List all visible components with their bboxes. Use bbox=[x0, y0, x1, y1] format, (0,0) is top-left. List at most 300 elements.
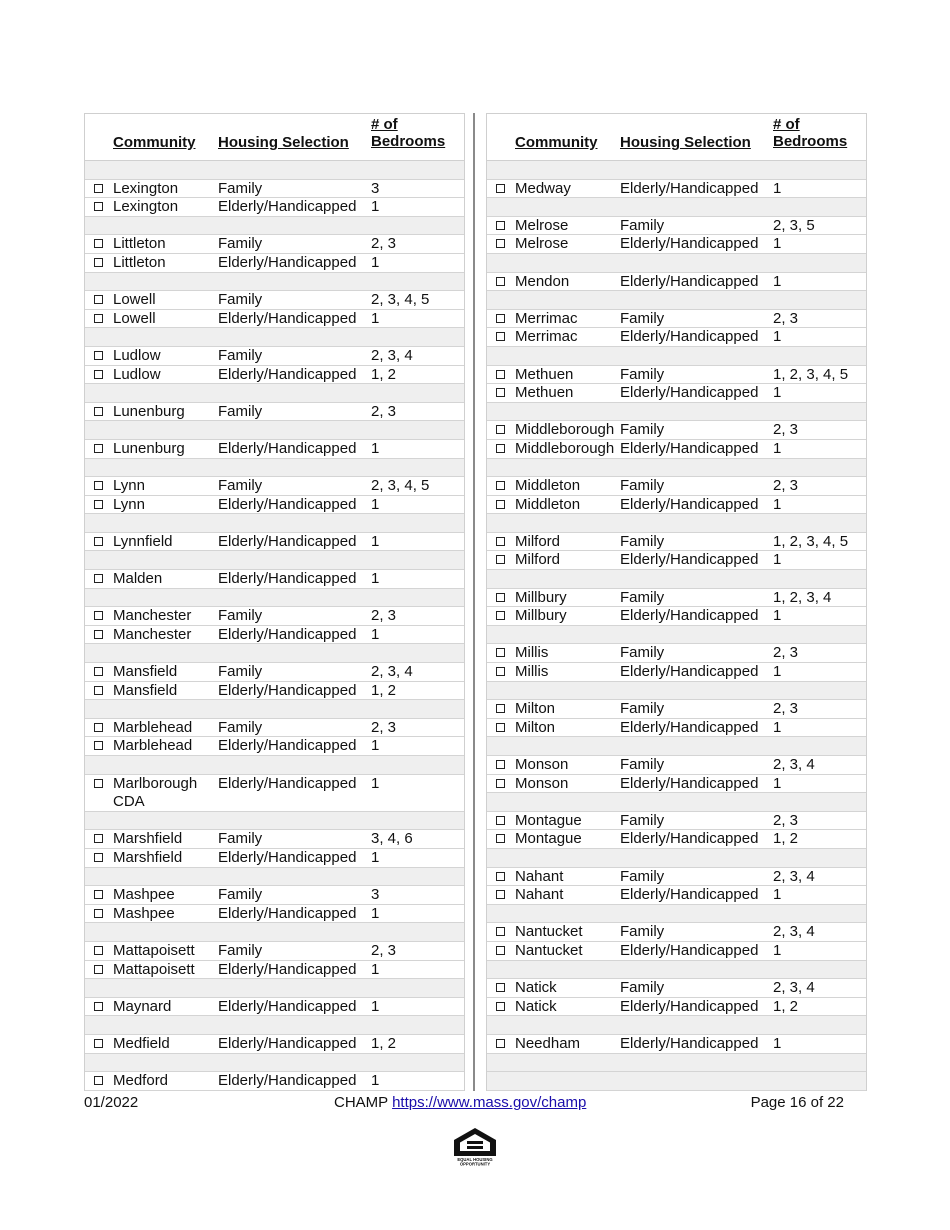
table-row bbox=[487, 384, 866, 403]
checkbox[interactable] bbox=[94, 946, 103, 955]
table-row bbox=[487, 775, 866, 794]
bedroom-count: 1 bbox=[773, 272, 782, 290]
bedroom-count: 1 bbox=[371, 737, 380, 755]
bedroom-count: 1 bbox=[371, 625, 380, 643]
bedroom-count: 2, 3 bbox=[773, 700, 799, 718]
table-row bbox=[85, 310, 464, 329]
housing-selection-header: Housing Selection bbox=[218, 134, 349, 151]
community-name: Lynnfield bbox=[113, 532, 173, 550]
housing-selection: Elderly/Handicapped bbox=[620, 886, 759, 904]
community-name: Marblehead bbox=[113, 737, 193, 755]
housing-selection: Family bbox=[218, 663, 263, 681]
checkbox[interactable] bbox=[496, 425, 505, 434]
community-name: Merrimac bbox=[515, 309, 578, 327]
spacer-row bbox=[85, 161, 464, 180]
table-row bbox=[487, 273, 866, 292]
table-row bbox=[85, 886, 464, 905]
bedroom-count: 3 bbox=[371, 179, 380, 197]
checkbox[interactable] bbox=[496, 872, 505, 881]
housing-selection: Elderly/Handicapped bbox=[218, 848, 357, 866]
community-name: Middleton bbox=[515, 477, 581, 495]
bedroom-count: 1, 2 bbox=[371, 365, 397, 383]
checkbox[interactable] bbox=[496, 481, 505, 490]
checkbox[interactable] bbox=[496, 704, 505, 713]
community-header: Community bbox=[113, 134, 196, 151]
bedroom-count: 1 bbox=[773, 941, 782, 959]
spacer-row bbox=[85, 328, 464, 347]
checkbox[interactable] bbox=[496, 221, 505, 230]
housing-selection: Family bbox=[218, 941, 263, 959]
bedroom-count: 2, 3 bbox=[371, 607, 397, 625]
spacer-row bbox=[487, 403, 866, 422]
checkbox[interactable] bbox=[94, 723, 103, 732]
checkbox[interactable] bbox=[496, 779, 505, 788]
table-row bbox=[85, 775, 464, 812]
checkbox[interactable] bbox=[496, 388, 505, 397]
spacer-row bbox=[85, 589, 464, 608]
community-name: Millbury bbox=[515, 588, 567, 606]
bedroom-count: 1 bbox=[773, 384, 782, 402]
community-name: Marshfield bbox=[113, 830, 183, 848]
community-name: Mattapoisett bbox=[113, 941, 195, 959]
bedroom-count: 1 bbox=[371, 439, 380, 457]
housing-selection-header: Housing Selection bbox=[620, 134, 751, 151]
housing-selection: Family bbox=[620, 867, 665, 885]
spacer-row bbox=[85, 1016, 464, 1035]
svg-text:EQUAL HOUSING: EQUAL HOUSING bbox=[457, 1157, 493, 1162]
table-row bbox=[85, 998, 464, 1017]
table-row bbox=[85, 477, 464, 496]
left-table bbox=[84, 113, 465, 1091]
community-header: Community bbox=[515, 134, 598, 151]
housing-selection: Family bbox=[620, 700, 665, 718]
spacer-row bbox=[85, 459, 464, 478]
housing-selection: Family bbox=[620, 309, 665, 327]
table-row bbox=[85, 366, 464, 385]
checkbox[interactable] bbox=[94, 667, 103, 676]
spacer-row bbox=[85, 421, 464, 440]
housing-selection: Family bbox=[218, 235, 263, 253]
right-table bbox=[486, 113, 867, 1091]
checkbox[interactable] bbox=[496, 611, 505, 620]
housing-selection: Elderly/Handicapped bbox=[620, 830, 759, 848]
bedrooms-header: # of Bedrooms bbox=[371, 116, 446, 150]
checkbox[interactable] bbox=[496, 723, 505, 732]
bedroom-count: 1 bbox=[773, 1034, 782, 1052]
checkbox[interactable] bbox=[496, 314, 505, 323]
community-name: Medford bbox=[113, 1072, 169, 1090]
checkbox[interactable] bbox=[94, 574, 103, 583]
spacer-row bbox=[487, 961, 866, 980]
housing-selection: Elderly/Handicapped bbox=[620, 551, 759, 569]
table-row bbox=[85, 198, 464, 217]
housing-selection: Elderly/Handicapped bbox=[218, 570, 357, 588]
table-header bbox=[487, 114, 866, 161]
community-name: Montague bbox=[515, 811, 582, 829]
table-row bbox=[487, 366, 866, 385]
housing-selection: Elderly/Handicapped bbox=[218, 532, 357, 550]
community-name: Medfield bbox=[113, 1034, 170, 1052]
spacer-row bbox=[487, 459, 866, 478]
checkbox[interactable] bbox=[94, 537, 103, 546]
spacer-row bbox=[85, 644, 464, 663]
spacer-row bbox=[85, 273, 464, 292]
housing-selection: Family bbox=[218, 830, 263, 848]
spacer-row bbox=[85, 1054, 464, 1073]
checkbox[interactable] bbox=[94, 890, 103, 899]
bedroom-count: 1 bbox=[773, 718, 782, 736]
bedroom-count: 3, 4, 6 bbox=[371, 830, 413, 848]
spacer-row bbox=[85, 868, 464, 887]
housing-selection: Family bbox=[620, 477, 665, 495]
table-row bbox=[487, 440, 866, 459]
checkbox[interactable] bbox=[94, 314, 103, 323]
community-name: Monson bbox=[515, 774, 569, 792]
community-name: Merrimac bbox=[515, 328, 578, 346]
community-name: Nantucket bbox=[515, 923, 583, 941]
checkbox[interactable] bbox=[94, 630, 103, 639]
checkbox[interactable] bbox=[94, 184, 103, 193]
checkbox[interactable] bbox=[496, 1002, 505, 1011]
bedroom-count: 1, 2, 3, 4, 5 bbox=[773, 365, 849, 383]
table-row bbox=[85, 719, 464, 738]
community-name: Nahant bbox=[515, 886, 564, 904]
housing-selection: Elderly/Handicapped bbox=[620, 663, 759, 681]
housing-selection: Elderly/Handicapped bbox=[218, 1034, 357, 1052]
housing-selection: Elderly/Handicapped bbox=[218, 904, 357, 922]
table-row bbox=[487, 886, 866, 905]
housing-selection: Family bbox=[218, 346, 263, 364]
housing-selection: Elderly/Handicapped bbox=[620, 179, 759, 197]
bedroom-count: 1 bbox=[371, 904, 380, 922]
bedroom-count: 2, 3 bbox=[371, 235, 397, 253]
table-row bbox=[487, 477, 866, 496]
checkbox[interactable] bbox=[496, 816, 505, 825]
footer-date: 01/2022 bbox=[84, 1094, 139, 1111]
housing-selection: Family bbox=[620, 811, 665, 829]
table-row bbox=[85, 1035, 464, 1054]
checkbox[interactable] bbox=[94, 370, 103, 379]
checkbox[interactable] bbox=[496, 555, 505, 564]
housing-selection: Family bbox=[218, 886, 263, 904]
table-row bbox=[85, 737, 464, 756]
spacer-row bbox=[85, 700, 464, 719]
housing-selection: Elderly/Handicapped bbox=[218, 960, 357, 978]
bedroom-count: 2, 3 bbox=[773, 811, 799, 829]
checkbox[interactable] bbox=[94, 853, 103, 862]
community-name: Methuen bbox=[515, 365, 574, 383]
community-name: Lexington bbox=[113, 198, 179, 216]
checkbox[interactable] bbox=[94, 295, 103, 304]
table-row bbox=[85, 1072, 464, 1091]
checkbox[interactable] bbox=[94, 481, 103, 490]
table-row bbox=[487, 756, 866, 775]
spacer-row bbox=[85, 514, 464, 533]
spacer-row bbox=[85, 979, 464, 998]
spacer-row bbox=[487, 737, 866, 756]
housing-selection: Family bbox=[620, 756, 665, 773]
table-row bbox=[487, 644, 866, 663]
checkbox[interactable] bbox=[94, 258, 103, 267]
bedroom-count: 2, 3, 5 bbox=[773, 216, 815, 234]
bedroom-count: 1 bbox=[371, 774, 380, 792]
table-row bbox=[487, 923, 866, 942]
equal-housing-opportunity-icon bbox=[451, 1126, 499, 1166]
spacer-row bbox=[487, 254, 866, 273]
spacer-row bbox=[487, 905, 866, 924]
table-row bbox=[487, 998, 866, 1017]
table-row bbox=[85, 905, 464, 924]
champ-link[interactable]: https://www.mass.gov/champ bbox=[392, 1094, 587, 1111]
spacer-row bbox=[85, 217, 464, 236]
checkbox[interactable] bbox=[496, 667, 505, 676]
community-name: Mashpee bbox=[113, 904, 175, 922]
community-name: Natick bbox=[515, 979, 557, 997]
spacer-row bbox=[487, 198, 866, 217]
spacer-row bbox=[85, 812, 464, 831]
community-name: Methuen bbox=[515, 384, 574, 402]
community-name: Mattapoisett bbox=[113, 960, 195, 978]
bedroom-count: 1 bbox=[371, 1072, 380, 1090]
table-row bbox=[487, 979, 866, 998]
community-name: Middleton bbox=[515, 495, 581, 513]
bedroom-count: 1, 2, 3, 4, 5 bbox=[773, 532, 849, 550]
housing-selection: Family bbox=[218, 291, 263, 309]
checkbox[interactable] bbox=[496, 834, 505, 843]
checkbox[interactable] bbox=[94, 686, 103, 695]
community-name: Montague bbox=[515, 830, 582, 848]
bedroom-count: 1 bbox=[773, 179, 782, 197]
spacer-row bbox=[487, 570, 866, 589]
table-row bbox=[85, 403, 464, 422]
spacer-row bbox=[487, 514, 866, 533]
table-row bbox=[487, 496, 866, 515]
table-row bbox=[85, 830, 464, 849]
community-name: Lowell bbox=[113, 309, 156, 327]
checkbox[interactable] bbox=[94, 741, 103, 750]
table-row bbox=[85, 347, 464, 366]
table-row bbox=[487, 700, 866, 719]
spacer-row bbox=[85, 923, 464, 942]
bedroom-count: 2, 3 bbox=[773, 644, 799, 662]
community-name: Melrose bbox=[515, 216, 569, 234]
left-rows bbox=[85, 161, 464, 1091]
housing-selection: Elderly/Handicapped bbox=[620, 997, 759, 1015]
checkbox[interactable] bbox=[94, 407, 103, 416]
checkbox[interactable] bbox=[496, 648, 505, 657]
table-row bbox=[487, 607, 866, 626]
spacer-row bbox=[85, 756, 464, 775]
housing-selection: Family bbox=[620, 365, 665, 383]
table-row bbox=[487, 180, 866, 199]
checkbox[interactable] bbox=[94, 779, 103, 788]
footer-page-number: Page 16 of 22 bbox=[750, 1094, 844, 1111]
housing-selection: Family bbox=[620, 588, 665, 606]
checkbox[interactable] bbox=[94, 834, 103, 843]
housing-selection: Elderly/Handicapped bbox=[218, 365, 357, 383]
bedroom-count: 1 bbox=[371, 960, 380, 978]
bedroom-count: 2, 3, 4 bbox=[371, 346, 413, 364]
community-name: Millis bbox=[515, 663, 549, 681]
community-name: Mansfield bbox=[113, 663, 178, 681]
table-row bbox=[487, 328, 866, 347]
housing-selection: Family bbox=[620, 532, 665, 550]
checkbox[interactable] bbox=[94, 1076, 103, 1085]
community-name: Millis bbox=[515, 644, 549, 662]
housing-selection: Family bbox=[218, 477, 263, 495]
bedroom-count: 2, 3, 4 bbox=[773, 979, 815, 997]
bedroom-count: 1 bbox=[371, 848, 380, 866]
table-row bbox=[85, 533, 464, 552]
table-header bbox=[85, 114, 464, 161]
table-row bbox=[85, 235, 464, 254]
community-name: Littleton bbox=[113, 253, 166, 271]
bedroom-count: 1 bbox=[371, 198, 380, 216]
community-name: Nantucket bbox=[515, 941, 583, 959]
checkbox[interactable] bbox=[496, 983, 505, 992]
community-name: Milton bbox=[515, 700, 556, 718]
checkbox[interactable] bbox=[94, 444, 103, 453]
table-row bbox=[85, 607, 464, 626]
community-name: Lynn bbox=[113, 477, 145, 495]
community-name: Milford bbox=[515, 532, 561, 550]
community-name: Manchester bbox=[113, 625, 192, 643]
checkbox[interactable] bbox=[496, 927, 505, 936]
bedroom-count: 2, 3, 4 bbox=[773, 867, 815, 885]
bedroom-count: 1 bbox=[773, 328, 782, 346]
bedroom-count: 1 bbox=[773, 551, 782, 569]
checkbox[interactable] bbox=[496, 593, 505, 602]
housing-selection: Elderly/Handicapped bbox=[218, 309, 357, 327]
checkbox[interactable] bbox=[496, 946, 505, 955]
bedroom-count: 1 bbox=[371, 997, 380, 1015]
bedroom-count: 2, 3, 4 bbox=[773, 923, 815, 941]
checkbox[interactable] bbox=[94, 965, 103, 974]
spacer-row bbox=[487, 1016, 866, 1035]
bedroom-count: 2, 3 bbox=[773, 309, 799, 327]
checkbox[interactable] bbox=[94, 611, 103, 620]
spacer-row bbox=[487, 291, 866, 310]
checkbox[interactable] bbox=[496, 184, 505, 193]
bedroom-count: 1, 2 bbox=[371, 1034, 397, 1052]
table-row bbox=[487, 830, 866, 849]
bedroom-count: 2, 3, 4 bbox=[773, 756, 815, 773]
bedroom-count: 1 bbox=[371, 570, 380, 588]
table-row bbox=[85, 496, 464, 515]
bedroom-count: 1 bbox=[371, 309, 380, 327]
table-row bbox=[85, 626, 464, 645]
table-row bbox=[487, 310, 866, 329]
housing-selection: Elderly/Handicapped bbox=[218, 495, 357, 513]
spacer-row bbox=[487, 161, 866, 180]
bedroom-count: 1 bbox=[773, 774, 782, 792]
housing-selection: Elderly/Handicapped bbox=[620, 718, 759, 736]
community-name: Lowell bbox=[113, 291, 156, 309]
community-name: Mendon bbox=[515, 272, 570, 290]
bedrooms-header: # of Bedrooms bbox=[773, 116, 848, 150]
bedroom-count: 2, 3, 4 bbox=[371, 663, 413, 681]
table-row bbox=[85, 849, 464, 868]
community-name: Melrose bbox=[515, 235, 569, 253]
bedroom-count: 1 bbox=[371, 532, 380, 550]
housing-selection: Elderly/Handicapped bbox=[218, 737, 357, 755]
table-row bbox=[85, 961, 464, 980]
housing-selection: Elderly/Handicapped bbox=[620, 495, 759, 513]
table-row bbox=[487, 1035, 866, 1054]
checkbox[interactable] bbox=[94, 909, 103, 918]
checkbox[interactable] bbox=[496, 444, 505, 453]
housing-selection: Elderly/Handicapped bbox=[218, 439, 357, 457]
bedroom-count: 2, 3, 4, 5 bbox=[371, 477, 430, 495]
community-name: Middleborough bbox=[515, 439, 615, 457]
checkbox[interactable] bbox=[496, 1039, 505, 1048]
checkbox[interactable] bbox=[94, 500, 103, 509]
community-name: Marblehead bbox=[113, 718, 193, 736]
checkbox[interactable] bbox=[496, 277, 505, 286]
bedroom-count: 3 bbox=[371, 886, 380, 904]
housing-selection: Elderly/Handicapped bbox=[218, 1072, 357, 1090]
checkbox[interactable] bbox=[94, 1002, 103, 1011]
bedroom-count: 2, 3 bbox=[773, 477, 799, 495]
housing-selection: Elderly/Handicapped bbox=[620, 941, 759, 959]
housing-selection: Elderly/Handicapped bbox=[620, 272, 759, 290]
checkbox[interactable] bbox=[496, 239, 505, 248]
checkbox[interactable] bbox=[94, 202, 103, 211]
table-row bbox=[85, 570, 464, 589]
housing-selection: Family bbox=[218, 718, 263, 736]
table-row bbox=[85, 663, 464, 682]
bedroom-count: 2, 3 bbox=[773, 421, 799, 439]
housing-selection: Family bbox=[620, 923, 665, 941]
bedroom-count: 1 bbox=[773, 663, 782, 681]
spacer-row bbox=[85, 551, 464, 570]
checkbox[interactable] bbox=[496, 537, 505, 546]
community-name: Ludlow bbox=[113, 365, 161, 383]
table-row bbox=[487, 812, 866, 831]
spacer-row bbox=[487, 793, 866, 812]
checkbox[interactable] bbox=[496, 370, 505, 379]
checkbox[interactable] bbox=[94, 1039, 103, 1048]
community-name: Mashpee bbox=[113, 886, 175, 904]
checkbox[interactable] bbox=[496, 890, 505, 899]
checkbox[interactable] bbox=[496, 332, 505, 341]
spacer-row bbox=[85, 384, 464, 403]
bedroom-count: 1 bbox=[773, 235, 782, 253]
community-name: Natick bbox=[515, 997, 557, 1015]
housing-selection: Elderly/Handicapped bbox=[620, 384, 759, 402]
checkbox[interactable] bbox=[94, 239, 103, 248]
bedroom-count: 1 bbox=[371, 253, 380, 271]
community-name: Manchester bbox=[113, 607, 192, 625]
table-row bbox=[487, 235, 866, 254]
table-row bbox=[487, 551, 866, 570]
bedroom-count: 2, 3 bbox=[371, 402, 397, 420]
community-name: Lexington bbox=[113, 179, 179, 197]
housing-selection: Elderly/Handicapped bbox=[620, 1034, 759, 1052]
community-name: Middleborough bbox=[515, 421, 615, 439]
housing-selection: Family bbox=[218, 402, 263, 420]
checkbox[interactable] bbox=[496, 760, 505, 769]
checkbox[interactable] bbox=[94, 351, 103, 360]
housing-selection: Family bbox=[620, 216, 665, 234]
table-row bbox=[487, 421, 866, 440]
community-name: Milford bbox=[515, 551, 561, 569]
community-name: Maynard bbox=[113, 997, 172, 1015]
community-name: Malden bbox=[113, 570, 163, 588]
housing-selection: Elderly/Handicapped bbox=[620, 774, 759, 792]
checkbox[interactable] bbox=[496, 500, 505, 509]
housing-selection: Elderly/Handicapped bbox=[218, 681, 357, 699]
